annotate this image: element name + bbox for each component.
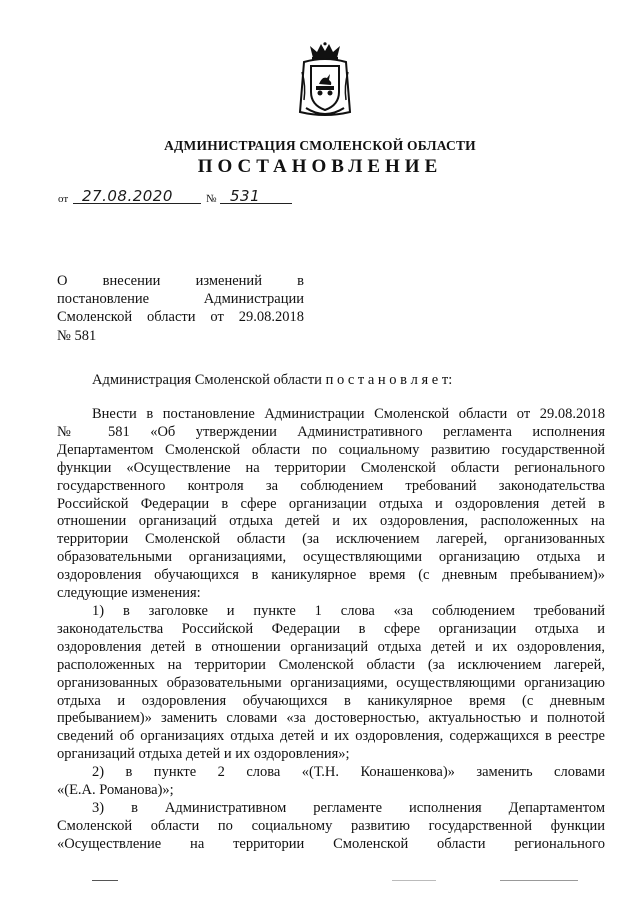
body-line: законодательства Российской Федерации в сфере организации отдыха и	[57, 620, 605, 637]
document-type-title: ПОСТАНОВЛЕНИЕ	[197, 156, 443, 177]
body-line: сведений об организациях отдыха детей и их оздоровления, содержащихся в реестре	[57, 728, 605, 745]
body-line: функции «Осуществление на территории Смоленской области регионального	[57, 459, 605, 476]
body-line: организованных образовательными организациями, осуществляющими организацию	[57, 674, 605, 691]
body-line: территории Смоленской области (за исключением лагерей, организованных	[57, 531, 605, 548]
body-line: пребыванием)» заменить словами «за достоверностью, актуальностью и полнотой	[57, 710, 605, 727]
footer-mark	[500, 880, 578, 881]
body-line: отношении организаций отдыха детей и их оздоровления, расположенных на	[57, 513, 605, 530]
document-body	[57, 406, 605, 854]
decree-statement: Администрация Смоленской области п о с т а н о в л я е т:	[92, 372, 453, 388]
footer-mark	[392, 880, 436, 881]
list-item-1-line: 1) в заголовке и пункте 1 слова «за соблюдением требований	[92, 602, 605, 619]
number-value: 531	[230, 187, 261, 205]
subject-line: Смоленской области от 29.08.2018	[57, 309, 304, 326]
subject-line: О внесении изменений в	[57, 273, 304, 289]
organization-title: АДМИНИСТРАЦИЯ СМОЛЕНСКОЙ ОБЛАСТИ	[164, 138, 476, 153]
body-line: образовательными организациями, осуществляющими организацию отдыха и	[57, 549, 605, 566]
body-line: следующие изменения:	[57, 585, 201, 602]
footer-mark	[92, 880, 118, 881]
date-value: 27.08.2020	[82, 187, 173, 205]
coat-of-arms-emblem	[296, 42, 354, 120]
body-line: Смоленской области по социальному развитию государственной функции	[57, 817, 605, 834]
body-line: Российской Федерации в сфере организации отдыха и оздоровления детей в	[57, 495, 605, 512]
date-prefix: от	[58, 193, 69, 205]
body-line: № 581 «Об утверждении Административного регламента исполнения	[57, 423, 605, 440]
number-prefix: №	[206, 193, 217, 205]
body-line: государственного контроля за соблюдением требований законодательства	[57, 477, 605, 494]
page-footer-marks	[0, 880, 640, 888]
list-item-2-line: 2) в пункте 2 слова «(Т.Н. Конашенкова)» заменить словами	[92, 764, 605, 781]
document-subject	[57, 272, 304, 345]
body-line: расположенных на территории Смоленской области (за исключением лагерей,	[57, 656, 605, 673]
body-line: Внести в постановление Администрации Смоленской области от 29.08.2018	[92, 406, 605, 422]
body-line: Департаментом Смоленской области по социальному развитию государственной	[57, 441, 605, 458]
body-line: «Осуществление на территории Смоленской области регионального	[57, 835, 605, 852]
subject-line: постановление Администрации	[57, 291, 304, 308]
body-line: оздоровления детей в отношении организаций отдыха детей и их оздоровления,	[57, 638, 605, 655]
body-line: «(Е.А. Романова)»;	[57, 782, 174, 799]
list-item-3-line: 3) в Административном регламенте исполнения Департаментом	[92, 799, 605, 816]
date-number-line	[58, 185, 318, 207]
subject-line: № 581	[57, 327, 97, 344]
body-line: отдыха и оздоровления обучающихся в каникулярное время (с дневным	[57, 692, 605, 709]
body-line: организаций отдыха детей и их оздоровления»;	[57, 746, 350, 763]
body-line: оздоровления обучающихся в каникулярное время (с дневным пребыванием)»	[57, 567, 605, 584]
